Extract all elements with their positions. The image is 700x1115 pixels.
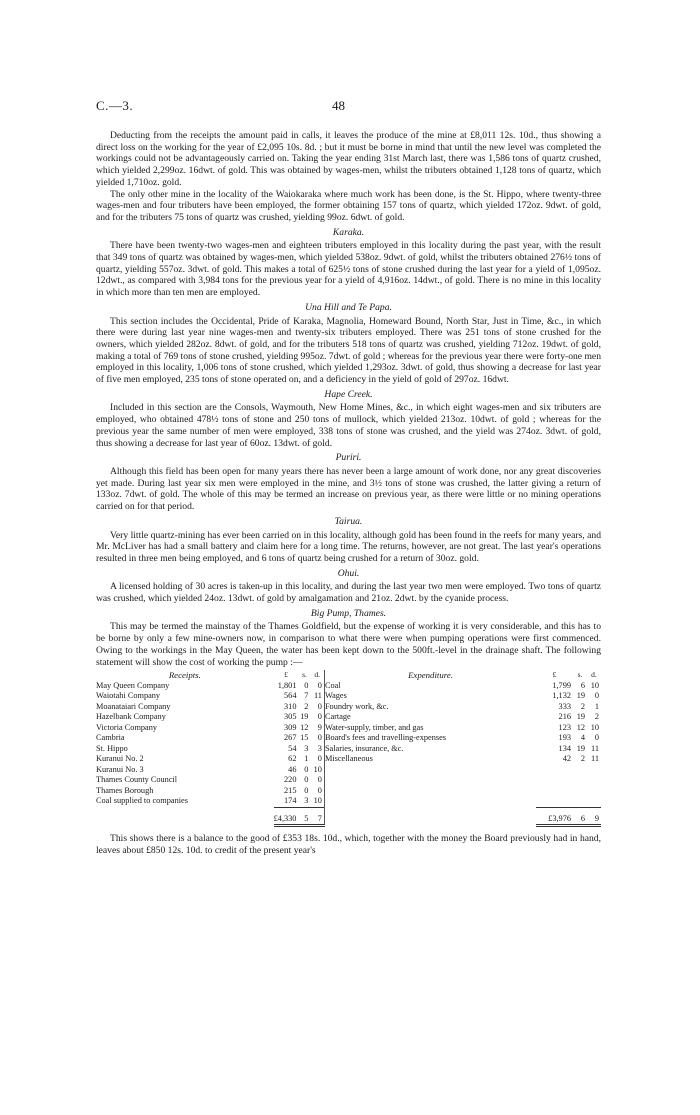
table-row [96, 702, 601, 713]
currency-pence: d. [591, 670, 597, 680]
expenditure-pence: 10 [590, 722, 599, 732]
receipt-item: Kuranui No. 2 [96, 754, 144, 764]
pump-account-table [96, 670, 601, 827]
receipts-total-pounds: £4,330 [274, 807, 299, 826]
expenditure-total-shillings: 6 [573, 807, 587, 826]
table-row [96, 733, 601, 744]
receipt-pounds: 267 [284, 733, 297, 743]
paragraph: The only other mine in the locality of the Waiokaraka where much work has been done, is the St. Hippo, where twenty-three wages-men and four tributers have been employed, the former obtaining 157 tons of quartz, which yielded 172oz. 9dwt. of gold, and for the tributers 75 tons of quartz was crushed, yielding 99oz. 6dwt. of gold. [96, 188, 601, 223]
receipt-pounds: 310 [284, 701, 297, 711]
receipt-shillings: 15 [300, 733, 309, 743]
expenditure-shillings: 2 [580, 701, 585, 711]
currency-pounds: £ [284, 670, 288, 680]
receipt-pounds: 220 [284, 775, 297, 785]
receipt-pounds: 54 [288, 743, 297, 753]
section-heading-tairua: Tairua. [334, 515, 363, 527]
table-row [96, 723, 601, 734]
receipt-item: Victoria Company [96, 722, 158, 732]
receipt-pence: 0 [317, 712, 322, 722]
expenditure-pence: 1 [594, 701, 599, 711]
receipt-shillings: 3 [304, 743, 309, 753]
receipt-pounds: 46 [288, 764, 297, 774]
expenditure-item: Miscellaneous [324, 754, 536, 765]
expenditure-pounds: 123 [558, 722, 571, 732]
receipt-pounds: 174 [284, 796, 297, 806]
receipt-shillings: 0 [304, 680, 309, 690]
table-row [96, 796, 601, 807]
expenditure-item: Board's fees and travelling-expenses [324, 733, 536, 744]
paragraph: Deducting from the receipts the amount paid in calls, it leaves the produce of the mine at £8,011 12s. 10d., thus showing a direct loss on the working for the year of £2,095 10s. 8d. ; but it must be borne in mind that until the new level was completed the workings could not be advantageously carried on. Taking the year ending 31st March last, there was 1,586 tons of quartz crushed, which yielded 2,299oz. 16dwt. of gold. This was obtained by wages-men, whilst the tributers obtained 1,128 tons of quartz, which yielded 1,710oz. gold. [96, 130, 601, 188]
receipts-total-shillings: 5 [298, 807, 310, 826]
table-row [96, 681, 601, 692]
section-heading-ohui: Ohui. [337, 567, 360, 579]
expenditure-pence: 11 [591, 754, 599, 764]
table-row [96, 691, 601, 702]
expenditure-total-pounds: £3,976 [536, 807, 573, 826]
table-row [96, 786, 601, 797]
receipt-pence: 3 [317, 743, 322, 753]
table-row [96, 754, 601, 765]
paragraph: A licensed holding of 30 acres is taken-up in this locality, and during the last year two men were employed. Two tons of quartz was crushed, which yielded 24oz. 13dwt. of gold by amalgamation and 21oz. 2dwt. by the cyanide process. [96, 581, 601, 605]
receipt-shillings: 19 [300, 712, 309, 722]
expenditure-pence: 10 [590, 680, 599, 690]
receipt-item: Coal supplied to companies [96, 796, 188, 806]
receipt-shillings: 0 [304, 764, 309, 774]
expenditure-pence: 11 [591, 743, 599, 753]
receipt-pence: 0 [317, 754, 322, 764]
receipt-shillings: 12 [300, 722, 309, 732]
expenditure-total-pence: 9 [587, 807, 601, 826]
table-row [96, 765, 601, 776]
paragraph: Although this field has been open for many years there has never been a large amount of work done, nor any great discoveries yet made. During last year six men were employed in the mine, and 3½ tons of stone was crushed, the latter giving a return of 133oz. 7dwt. of gold. The whole of this may be termed an increase on previous year, as there were little or no mining operations carried on for that period. [96, 465, 601, 513]
receipt-pounds: 215 [284, 785, 297, 795]
expenditure-item: Wages [324, 691, 536, 702]
expenditure-heading: Expenditure. [324, 670, 536, 681]
paragraph: This may be termed the mainstay of the Thames Goldfield, but the expense of working it is very considerable, and this has to be borne by only a few mine-owners now, in comparison to what there were when pumping operations were first commenced. Owing to the workings in the May Queen, the water has been kept down to the 500ft.-level in the drainage shaft. The following statement will show the cost of working the pump :— [96, 621, 601, 668]
receipt-pounds: 1,801 [277, 680, 297, 690]
receipt-pounds: 305 [284, 712, 297, 722]
paragraph: There have been twenty-two wages-men and eighteen tributers employed in this locality during the past year, with the result that 349 tons of quartz was obtained by wages-men, which yielded 538oz. 9dwt. of gold, whilst the tributers obtained 276½ tons of quartz, yielding 557oz. 3dwt. of gold. This makes a total of 625½ tons of stone crushed during the last year for a yield of 1,095oz. 12dwt., as compared with 3,984 tons for the previous year for a yield of 4,916oz. 14dwt., of gold. There is no mine in this locality in which more than ten men are employed. [96, 240, 601, 299]
expenditure-pence: 0 [594, 733, 599, 743]
expenditure-item: Foundry work, &c. [324, 702, 536, 713]
page-header [96, 100, 601, 116]
expenditure-shillings: 2 [580, 754, 585, 764]
currency-shillings: s. [302, 670, 307, 680]
receipt-pence: 10 [313, 764, 322, 774]
paragraph: This shows there is a balance to the good of £353 18s. 10d., which, together with the money the Board previously had in hand, leaves about £850 12s. 10d. to credit of the present year's [96, 833, 601, 856]
receipt-item: Hazelbank Company [96, 712, 166, 722]
expenditure-shillings: 4 [580, 733, 585, 743]
receipt-shillings: 0 [304, 775, 309, 785]
expenditure-pounds: 1,132 [552, 691, 571, 701]
receipt-shillings: 1 [304, 754, 309, 764]
receipt-item: Kuranui No. 3 [96, 764, 144, 774]
expenditure-shillings: 19 [576, 712, 585, 722]
receipt-pence: 0 [317, 785, 322, 795]
document-reference: C.—3. [96, 98, 134, 113]
receipts-total-pence: 7 [310, 807, 324, 826]
receipt-pence: 0 [317, 680, 322, 690]
expenditure-pence: 2 [594, 712, 599, 722]
expenditure-item: Water-supply, timber, and gas [324, 723, 536, 734]
paragraph: Very little quartz-mining has ever been carried on in this locality, although gold has been found in the reefs for many years, and Mr. McLiver has had a small battery and claim here for a long time. The returns, however, are not great. The last year's operations resulted in three men being employed, and 6 tons of quartz being crushed for a return of 30oz. gold. [96, 529, 601, 564]
table-row [96, 775, 601, 786]
paragraph: This section includes the Occidental, Pride of Karaka, Magnolia, Homeward Bound, North Star, Just in Time, &c., in which there were during last year nine wages-men and twenty-six tributers employed. There was 251 tons of stone crushed for the owners, which yielded 282oz. 8dwt. of gold, and for the tributers 518 tons of quartz was crushed, yielding 712oz. 19dwt. of gold, making a total of 769 tons of stone crushed, yielding 995oz. 7dwt. of gold ; whereas for the previous year there were forty-one men employed in this locality, 1,006 tons of stone crushed, which yielded 1,293oz. 3dwt. of gold, thus showing a decrease for last year of five men employed, 235 tons of stone operated on, and a deficiency in the yield of gold of 297oz. 16dwt. [96, 315, 601, 386]
receipt-pounds: 309 [284, 722, 297, 732]
section-heading-una-hill: Una Hill and Te Papa. [305, 301, 392, 313]
receipt-pence: 0 [317, 733, 322, 743]
body-text [96, 130, 601, 857]
receipt-item: Thames Borough [96, 785, 154, 795]
expenditure-pounds: 216 [558, 712, 571, 722]
receipt-shillings: 7 [304, 691, 309, 701]
expenditure-item: Salaries, insurance, &c. [324, 744, 536, 755]
expenditure-item: Cartage [324, 712, 536, 723]
receipt-pence: 11 [313, 691, 322, 701]
receipt-item: Cambria [96, 733, 125, 743]
expenditure-pounds: 42 [562, 754, 571, 764]
section-heading-puriri: Puriri. [335, 452, 362, 464]
receipt-pence: 0 [317, 701, 322, 711]
receipt-item: Moanataiari Company [96, 701, 171, 711]
receipt-shillings: 2 [304, 701, 309, 711]
expenditure-shillings: 19 [576, 743, 585, 753]
receipt-item: Waiotahi Company [96, 691, 161, 701]
receipt-pounds: 62 [288, 754, 297, 764]
receipt-shillings: 3 [304, 796, 309, 806]
receipt-item: Thames County Council [96, 775, 178, 785]
expenditure-pounds: 1,799 [552, 680, 571, 690]
expenditure-shillings: 6 [580, 680, 585, 690]
receipt-pounds: 564 [284, 691, 297, 701]
expenditure-pounds: 193 [558, 733, 571, 743]
receipt-pence: 9 [317, 722, 322, 732]
receipt-item: St. Hippo [96, 743, 128, 753]
receipt-pence: 10 [313, 796, 322, 806]
table-row [96, 712, 601, 723]
currency-pounds: £ [552, 670, 557, 680]
expenditure-pounds: 134 [558, 743, 571, 753]
receipt-pence: 0 [317, 775, 322, 785]
expenditure-shillings: 19 [576, 691, 585, 701]
receipt-item: May Queen Company [96, 680, 170, 690]
section-heading-big-pump: Big Pump, Thames. [310, 607, 387, 619]
currency-shillings: s. [577, 670, 583, 680]
paragraph: Included in this section are the Consols, Waymouth, New Home Mines, &c., in which eight wages-men and six tributers are employed, who obtained 478½ tons of stone and 250 tons of mullock, which yielded 213oz. 10dwt. of gold ; whereas for the previous year the same number of men were employed, 338 tons of stone was crushed, and the yield was 274oz. 3dwt. of gold, thus showing a decrease for last year of 60oz. 13dwt. of gold. [96, 402, 601, 449]
section-heading-karaka: Karaka. [332, 226, 365, 238]
currency-pence: d. [314, 670, 320, 680]
receipt-shillings: 0 [304, 785, 309, 795]
expenditure-shillings: 12 [576, 722, 585, 732]
receipts-heading: Receipts. [168, 670, 201, 681]
expenditure-item: Coal [324, 681, 536, 692]
expenditure-pounds: 333 [558, 701, 571, 711]
page-number: 48 [332, 98, 345, 113]
section-heading-hape-creek: Hape Creek. [324, 388, 373, 400]
expenditure-pence: 0 [594, 691, 599, 701]
table-row [96, 744, 601, 755]
